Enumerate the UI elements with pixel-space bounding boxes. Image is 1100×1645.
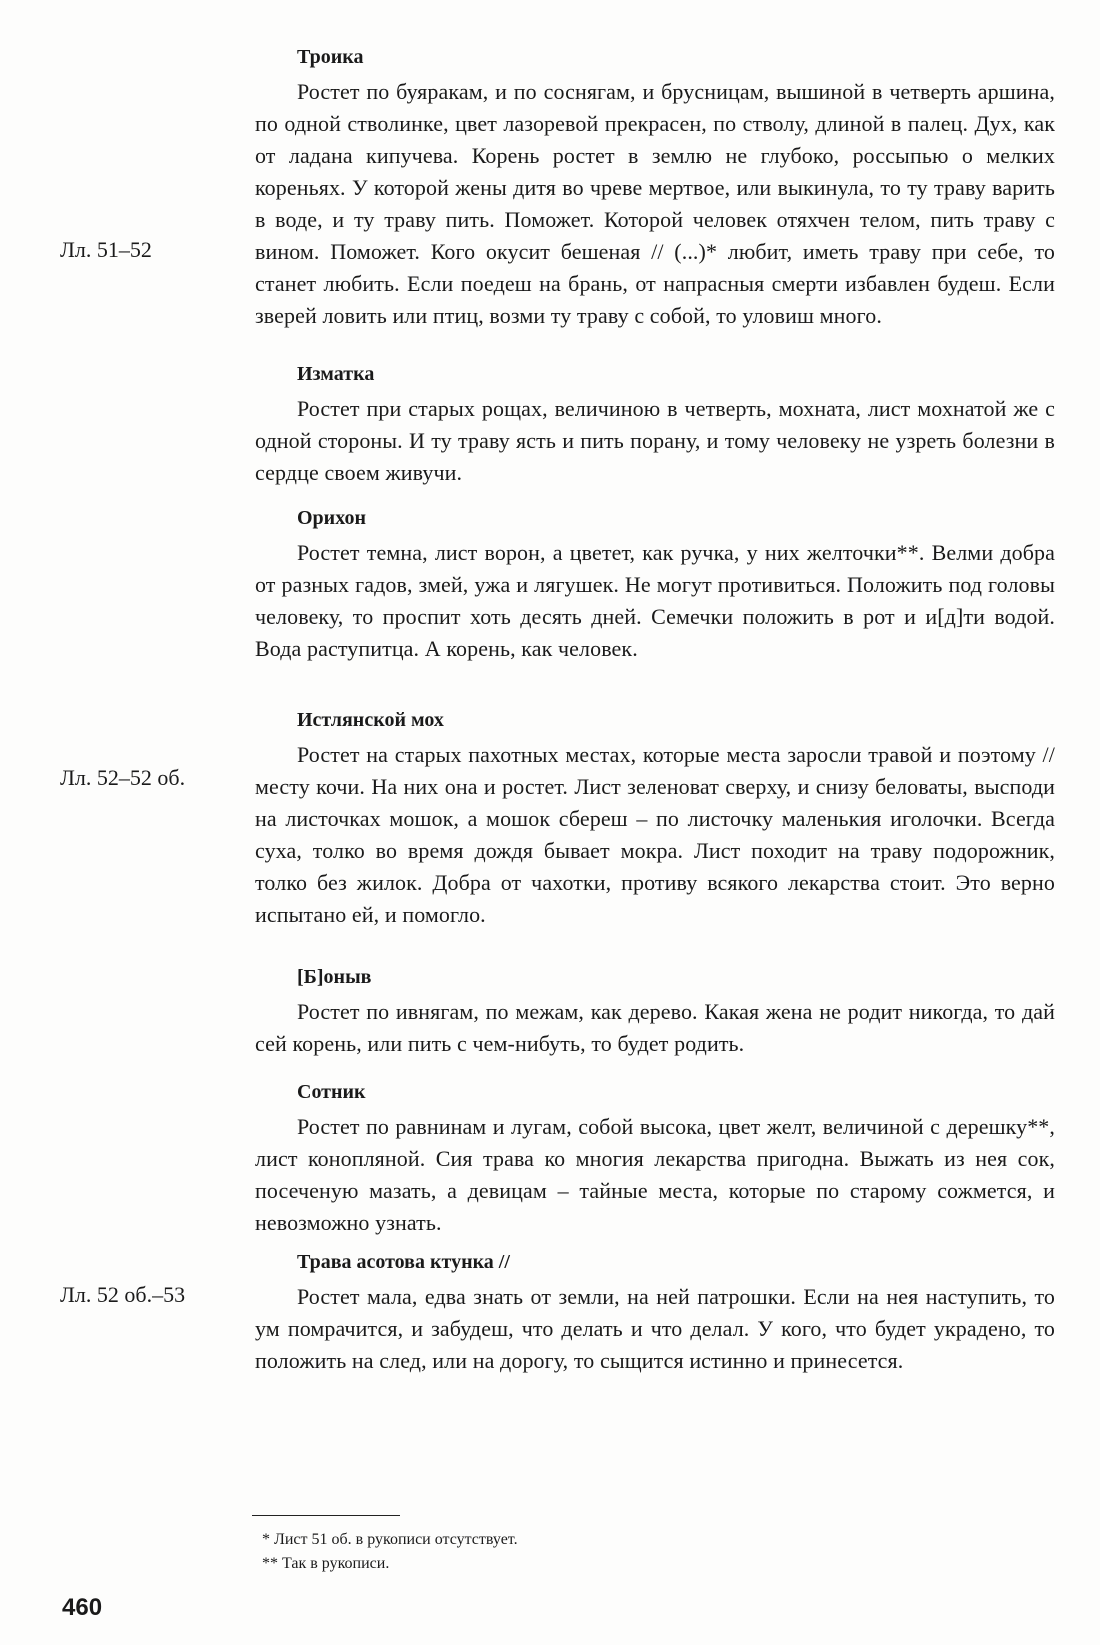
entry-title: Изматка <box>297 363 375 385</box>
entry-text: Ростет темна, лист ворон, а цветет, как ручка, у них желточки**. Велми добра от разных гадов, змей, ужа и лягушек. Не могут противиться. Положить под головы человеку, то проспит хоть десять дней. Семечки положить в рот и и[д]ти водой. Вода раступитца. А корень, как человек. <box>255 540 1055 661</box>
entry-asotova-ktunka <box>255 1249 1055 1377</box>
footnote-divider <box>252 1515 400 1516</box>
margin-note-folio: Лл. 52 об.–53 <box>60 1282 186 1307</box>
entry-title: Трава асотова ктунка // <box>297 1251 510 1273</box>
entry-sotnik <box>255 1079 1055 1239</box>
entry-text: Ростет при старых рощах, величиною в четверть, мохната, лист мохнатой же с одной стороны. И ту траву ясть и пить порану, и тому человеку не узреть болезни в сердце своем живучи. <box>255 396 1055 485</box>
page-number: 460 <box>62 1594 103 1621</box>
margin-note-folio: Лл. 52–52 об. <box>60 765 186 790</box>
entry-istlyanskoy-mokh <box>255 707 1055 931</box>
entry-title: Истлянской мох <box>297 709 444 731</box>
entry-troika <box>255 44 1055 332</box>
footnote: * Лист 51 об. в рукописи отсутствует. <box>262 1531 518 1548</box>
entry-title: [Б]оныв <box>297 966 372 988</box>
entry-title: Сотник <box>297 1081 366 1103</box>
entry-orikhon <box>255 505 1055 665</box>
footnote: ** Так в рукописи. <box>262 1555 390 1572</box>
entry-text: Ростет по равнинам и лугам, собой высока, цвет желт, величиной с дерешку**, лист конопляной. Сия трава ко многия лекарства пригодна. Выжать из нея сок, посеченую мазать, а девицам – тайные места, которые по старому сожмется, и невозможно узнать. <box>255 1114 1055 1235</box>
entry-izmatka <box>255 361 1055 489</box>
entry-bonyv <box>255 964 1055 1060</box>
entry-text: Ростет по буяракам, и по соснягам, и брусницам, вышиной в четверть аршина, по одной стволинке, цвет лазоревой прекрасен, по стволу, длиной в палец. Дух, как от ладана кипучева. Корень ростет в землю не глубоко, россыпью о мелких кореньях. У которой жены дитя во чреве мертвое, или выкинула, то ту траву варить в воде, и ту траву пить. Поможет. Которой человек отяхчен телом, пить траву с вином. Поможет. Кого окусит бешеная // (...)* любит, иметь траву при себе, то станет любить. Если поедеш на брань, от напрасныя смерти избавлен будеш. Если зверей ловить или птиц, возми ту траву с собой, то уловиш много. <box>255 79 1055 328</box>
entry-text: Ростет по ивнягам, по межам, как дерево. Какая жена не родит никогда, то дай сей корень, или пить с чем-нибуть, то будет родить. <box>255 999 1055 1056</box>
entry-title: Орихон <box>297 507 366 529</box>
margin-note-folio: Лл. 51–52 <box>60 237 152 262</box>
entry-text: Ростет мала, едва знать от земли, на ней патрошки. Если на нея наступить, то ум помрачится, и забудеш, что делать и что делал. У кого, что будет украдено, то положить на след, или на дорогу, то сыщится истинно и принесется. <box>255 1284 1055 1373</box>
entry-text: Ростет на старых пахотных местах, которые места заросли травой и поэтому // месту кочи. На них она и ростет. Лист зеленоват сверху, и снизу беловаты, выcподи на листочках мошок, а мошок сбереш – по листочку маленькия иголочки. Всегда суха, толко во время дождя бывает мокра. Лист походит на траву подорожник, толко без жилок. Добра от чахотки, противу всякого лекарства стоит. Это верно испытано ей, и помогло. <box>255 742 1055 927</box>
entry-title: Троика <box>297 46 364 68</box>
